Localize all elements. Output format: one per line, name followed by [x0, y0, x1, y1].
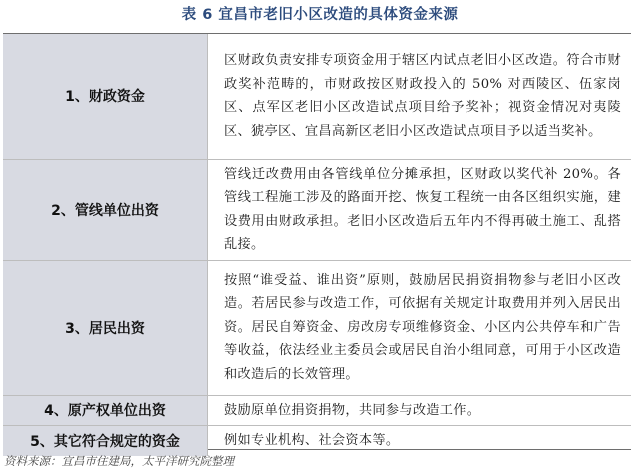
row-label: 3、居民出资: [3, 260, 208, 395]
table-row: [3, 260, 631, 395]
funding-source-table: [3, 33, 631, 450]
table-row: [3, 426, 631, 456]
row-label: 1、财政资金: [3, 34, 208, 159]
row-content: 例如专业机构、社会资本等。: [224, 433, 400, 448]
row-content: 管线迁改费用由各管线单位分摊承担，区财政以奖代补 20%。各管线工程施工涉及的路面开挖、恢复工程统一由各区组织实施，建设费用由财政承担。老旧小区改造后五年内不得再破土施工、乱搭乱接。: [208, 159, 632, 260]
row-content: 区财政负责安排专项资金用于辖区内试点老旧小区改造。符合市财政奖补范畴的，市财政按区财政投入的 50% 对西陵区、伍家岗区、点军区老旧小区改造试点项目给予奖补；视资金情况对夷陵区、猇亭区、宜昌高新区老旧小区改造试点项目予以适当奖补。: [208, 34, 632, 159]
table-title: 表 6 宜昌市老旧小区改造的具体资金来源: [181, 7, 459, 23]
row-label: 4、原产权单位出资: [3, 395, 208, 426]
row-label: 2、管线单位出资: [3, 159, 208, 260]
row-content: 鼓励原单位捐资捐物，共同参与改造工作。: [208, 395, 632, 426]
table-row: [3, 34, 631, 159]
table-row: [3, 159, 631, 260]
row-label: 5、其它符合规定的资金: [3, 426, 208, 456]
row-content: 按照“谁受益、谁出资”原则，鼓励居民捐资捐物参与老旧小区改造。若居民参与改造工作，可依据有关规定计取费用并列入居民出资。居民自筹资金、房改房专项维修资金、小区内公共停车和广告等收益，依法经业主委员会或居民自治小组同意，可用于小区改造和改造后的长效管理。: [208, 260, 632, 395]
table-row: [3, 395, 631, 426]
source-note: 资料来源：宜昌市住建局，太平洋研究院整理: [4, 454, 234, 468]
